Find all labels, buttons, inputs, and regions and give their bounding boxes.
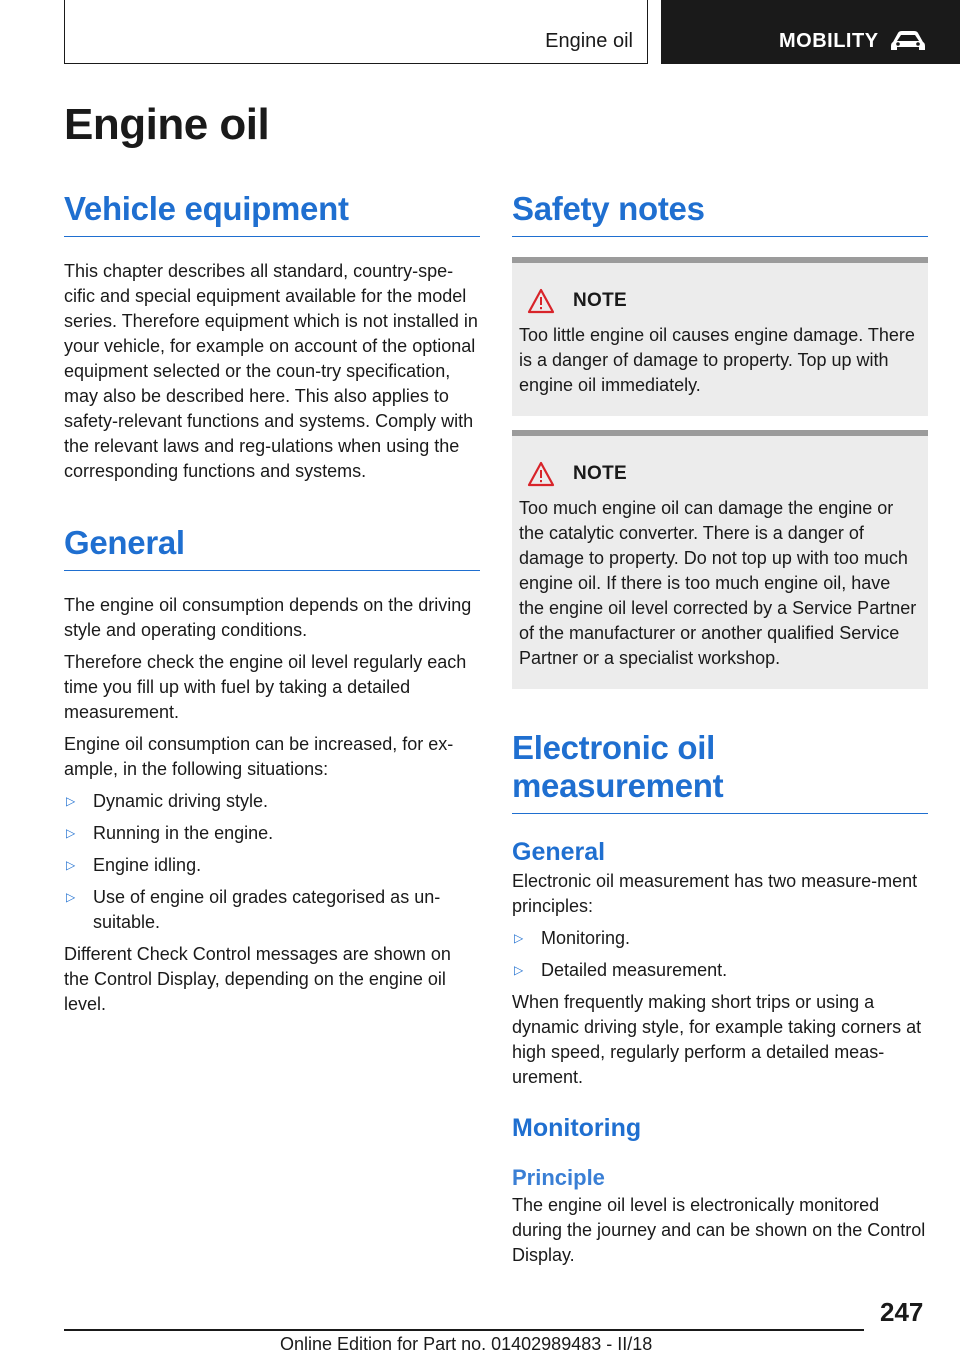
footer-divider	[64, 1329, 864, 1331]
vehicle-equipment-heading: Vehicle equipment	[64, 190, 480, 237]
page-title: Engine oil	[64, 100, 270, 149]
car-icon	[889, 28, 927, 54]
list-item: ▷ Running in the engine.	[64, 821, 480, 846]
principle-list	[512, 926, 928, 983]
note-box	[512, 430, 928, 689]
note-header	[519, 287, 920, 315]
note-box	[512, 257, 928, 416]
vehicle-equipment-text: This chapter describes all standard, country-spe-cific and special equipment available for the model series. Therefore equipment which is not installed in your vehicle, for example on account of the optional equipment selected or the coun-try specification, may also be described here. This also applies to safety-relevant functions and systems. Comply with the relevant laws and reg-ulations when using the corresponding functions and systems.	[64, 261, 478, 481]
principle-text: The engine oil level is electronically monitored during the journey and can be shown on the Control Display.	[512, 1195, 926, 1265]
list-item: ▷ Monitoring.	[512, 926, 928, 951]
header-section-box	[64, 0, 648, 64]
triangle-bullet-icon: ▷	[66, 858, 76, 872]
note-label: NOTE	[573, 463, 627, 484]
header-section-title: Engine oil	[545, 30, 633, 52]
general-text-2: Therefore check the engine oil level regularly each time you fill up with fuel by taking a detailed measurement.	[64, 652, 467, 722]
list-item: ▷ Use of engine oil grades categorised as un-suitable.	[66, 887, 441, 932]
triangle-bullet-icon: ▷	[66, 794, 76, 808]
electronic-oil-heading: Electronic oil measurement	[512, 729, 928, 814]
warning-triangle-icon	[527, 461, 555, 487]
electronic-general-heading: General	[512, 838, 606, 866]
list-item: ▷ Dynamic driving style.	[64, 789, 480, 814]
triangle-bullet-icon: ▷	[66, 826, 76, 840]
note-text: Too little engine oil causes engine damage. There is a danger of damage to property. Top up with engine oil immediately.	[519, 325, 915, 395]
right-column	[512, 190, 928, 1268]
list-item: ▷ Detailed measurement.	[512, 958, 928, 983]
note-label: NOTE	[573, 290, 627, 311]
situation-list	[64, 789, 480, 935]
header-category-label: MOBILITY	[779, 30, 879, 52]
electronic-general-text: Electronic oil measurement has two measure-ment principles:	[512, 871, 918, 916]
general-heading: General	[64, 524, 480, 571]
principle-heading: Principle	[512, 1165, 605, 1190]
electronic-text-2: When frequently making short trips or using a dynamic driving style, for example taking corners at high speed, regularly perform a detailed meas-urement.	[512, 992, 922, 1087]
general-text-3: Engine oil consumption can be increased, for ex-ample, in the following situations:	[64, 734, 454, 779]
header-category-box	[661, 0, 960, 64]
triangle-bullet-icon: ▷	[514, 963, 524, 977]
general-text-1: The engine oil consumption depends on the driving style and operating conditions.	[64, 595, 472, 640]
footer-edition: Online Edition for Part no. 01402989483 - II/18	[280, 1334, 653, 1354]
warning-triangle-icon	[527, 288, 555, 314]
general-text-4: Different Check Control messages are shown on the Control Display, depending on the engine oil level.	[64, 944, 451, 1014]
safety-notes-heading: Safety notes	[512, 190, 928, 237]
note-text: Too much engine oil can damage the engine or the catalytic converter. There is a danger of damage to property. Do not top up with too much engine oil. If there is too much engine oil, have the engine oil level corrected by a Service Partner of the manufacturer or another qualified Service Partner or a specialist workshop.	[519, 498, 917, 668]
page-number: 247	[880, 1297, 924, 1327]
triangle-bullet-icon: ▷	[66, 890, 76, 904]
triangle-bullet-icon: ▷	[514, 931, 524, 945]
left-column	[64, 190, 480, 1017]
note-header	[519, 460, 920, 488]
list-item: ▷ Engine idling.	[64, 853, 480, 878]
monitoring-heading: Monitoring	[512, 1114, 642, 1142]
